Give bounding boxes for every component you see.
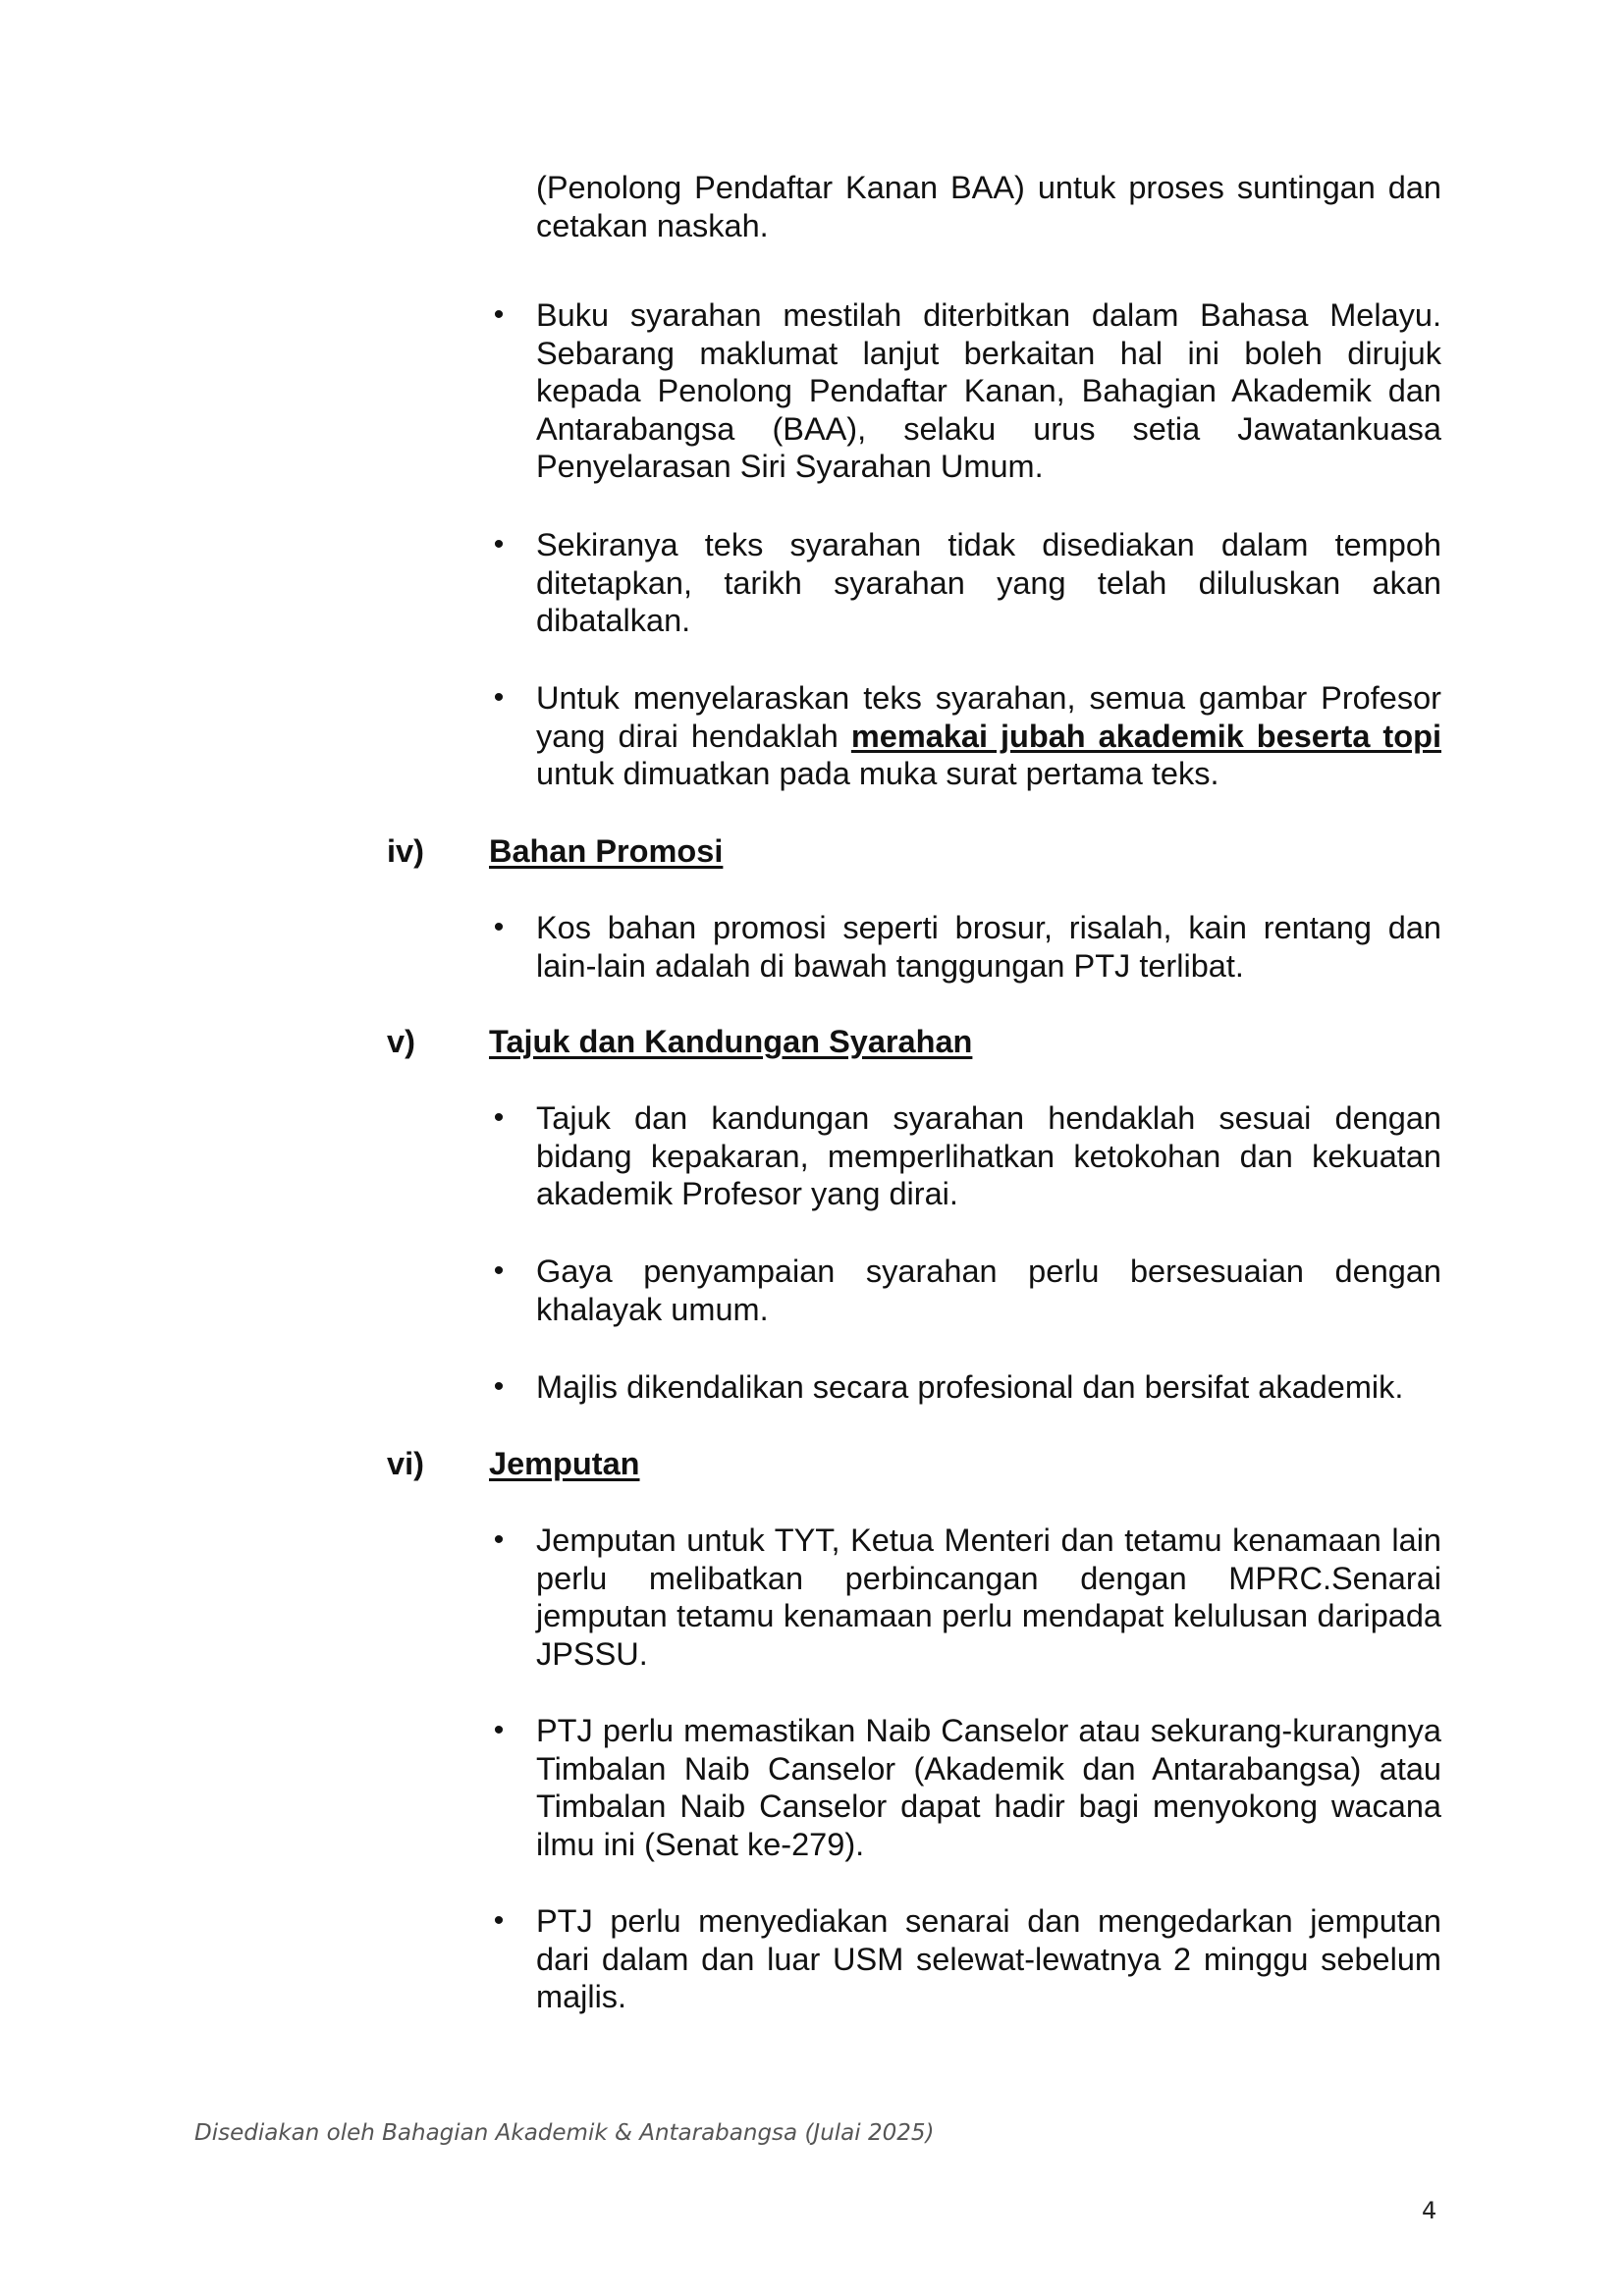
- bullet-text: Tajuk dan kandungan syarahan hendaklah sesuai dengan bidang kepakaran, memperlihatkan ketokohan dan kekuatan akademik Profesor yang dirai.: [536, 1100, 1441, 1211]
- list-item: [493, 909, 1441, 985]
- bullet-icon: •: [493, 1523, 505, 1556]
- bullet-text: Buku syarahan mestilah diterbitkan dalam Bahasa Melayu. Sebarang maklumat lanjut berkaitan hal ini boleh dirujuk kepada Penolong Pendaftar Kanan, Bahagian Akademik dan Antarabangsa (BAA), selaku urus setia Jawatankuasa Penyelarasan Siri Syarahan Umum.: [536, 297, 1441, 484]
- list-item: [493, 679, 1441, 793]
- bullet-icon: •: [493, 298, 505, 331]
- list-item: [493, 1712, 1441, 1863]
- bullet-icon: •: [493, 528, 505, 561]
- bullet-icon: •: [493, 1101, 505, 1134]
- bullet-icon: •: [493, 911, 505, 943]
- bullet-text-emphasis: memakai jubah akademik beserta topi: [850, 718, 1441, 754]
- section-title: Bahan Promosi: [489, 833, 724, 869]
- continuation-paragraph: (Penolong Pendaftar Kanan BAA) untuk proses suntingan dan cetakan naskah.: [536, 170, 1441, 243]
- bullet-icon: •: [493, 1904, 505, 1937]
- bullet-text-after: untuk dimuatkan pada muka surat pertama teks.: [536, 756, 1219, 791]
- bullet-text: Majlis dikendalikan secara profesional dan bersifat akademik.: [536, 1369, 1404, 1405]
- bullet-icon: •: [493, 1370, 505, 1403]
- bullet-icon: •: [493, 1714, 505, 1746]
- list-item: [493, 1902, 1441, 2016]
- bullet-icon: •: [493, 1255, 505, 1287]
- section-title: Jemputan: [489, 1446, 640, 1481]
- section-number: iv): [387, 833, 424, 869]
- list-item: [493, 1522, 1441, 1673]
- section-number: vi): [387, 1446, 424, 1481]
- bullet-text-before: Untuk menyelaraskan teks syarahan, semua gambar Profesor yang dirai hendaklah: [536, 680, 1441, 754]
- bullet-icon: •: [493, 681, 505, 714]
- page-number: 4: [1422, 2197, 1437, 2224]
- page-footer: Disediakan oleh Bahagian Akademik & Antarabangsa (Julai 2025): [194, 2120, 935, 2146]
- bullet-text: Sekiranya teks syarahan tidak disediakan dalam tempoh ditetapkan, tarikh syarahan yang telah diluluskan akan dibatalkan.: [536, 527, 1441, 638]
- bullet-text: PTJ perlu menyediakan senarai dan mengedarkan jemputan dari dalam dan luar USM selewat-lewatnya 2 minggu sebelum majlis.: [536, 1903, 1441, 2014]
- bullet-text: Gaya penyampaian syarahan perlu bersesuaian dengan khalayak umum.: [536, 1254, 1441, 1327]
- section-number: v): [387, 1024, 415, 1059]
- bullet-text: Jemputan untuk TYT, Ketua Menteri dan tetamu kenamaan lain perlu melibatkan perbincangan dengan MPRC.Senarai jemputan tetamu kenamaan perlu mendapat kelulusan daripada JPSSU.: [536, 1522, 1441, 1672]
- list-item: [493, 1253, 1441, 1328]
- list-item: [493, 1099, 1441, 1213]
- list-item: [493, 296, 1441, 486]
- bullet-text: PTJ perlu memastikan Naib Canselor atau sekurang-kurangnya Timbalan Naib Canselor (Akademik dan Antarabangsa) atau Timbalan Naib Canselor dapat hadir bagi menyokong wacana ilmu ini (Senat ke-279).: [536, 1713, 1441, 1862]
- list-item: [493, 526, 1441, 640]
- bullet-text: Kos bahan promosi seperti brosur, risalah, kain rentang dan lain-lain adalah di bawah tanggungan PTJ terlibat.: [536, 910, 1441, 984]
- section-title: Tajuk dan Kandungan Syarahan: [489, 1024, 973, 1059]
- list-item: [493, 1368, 1441, 1407]
